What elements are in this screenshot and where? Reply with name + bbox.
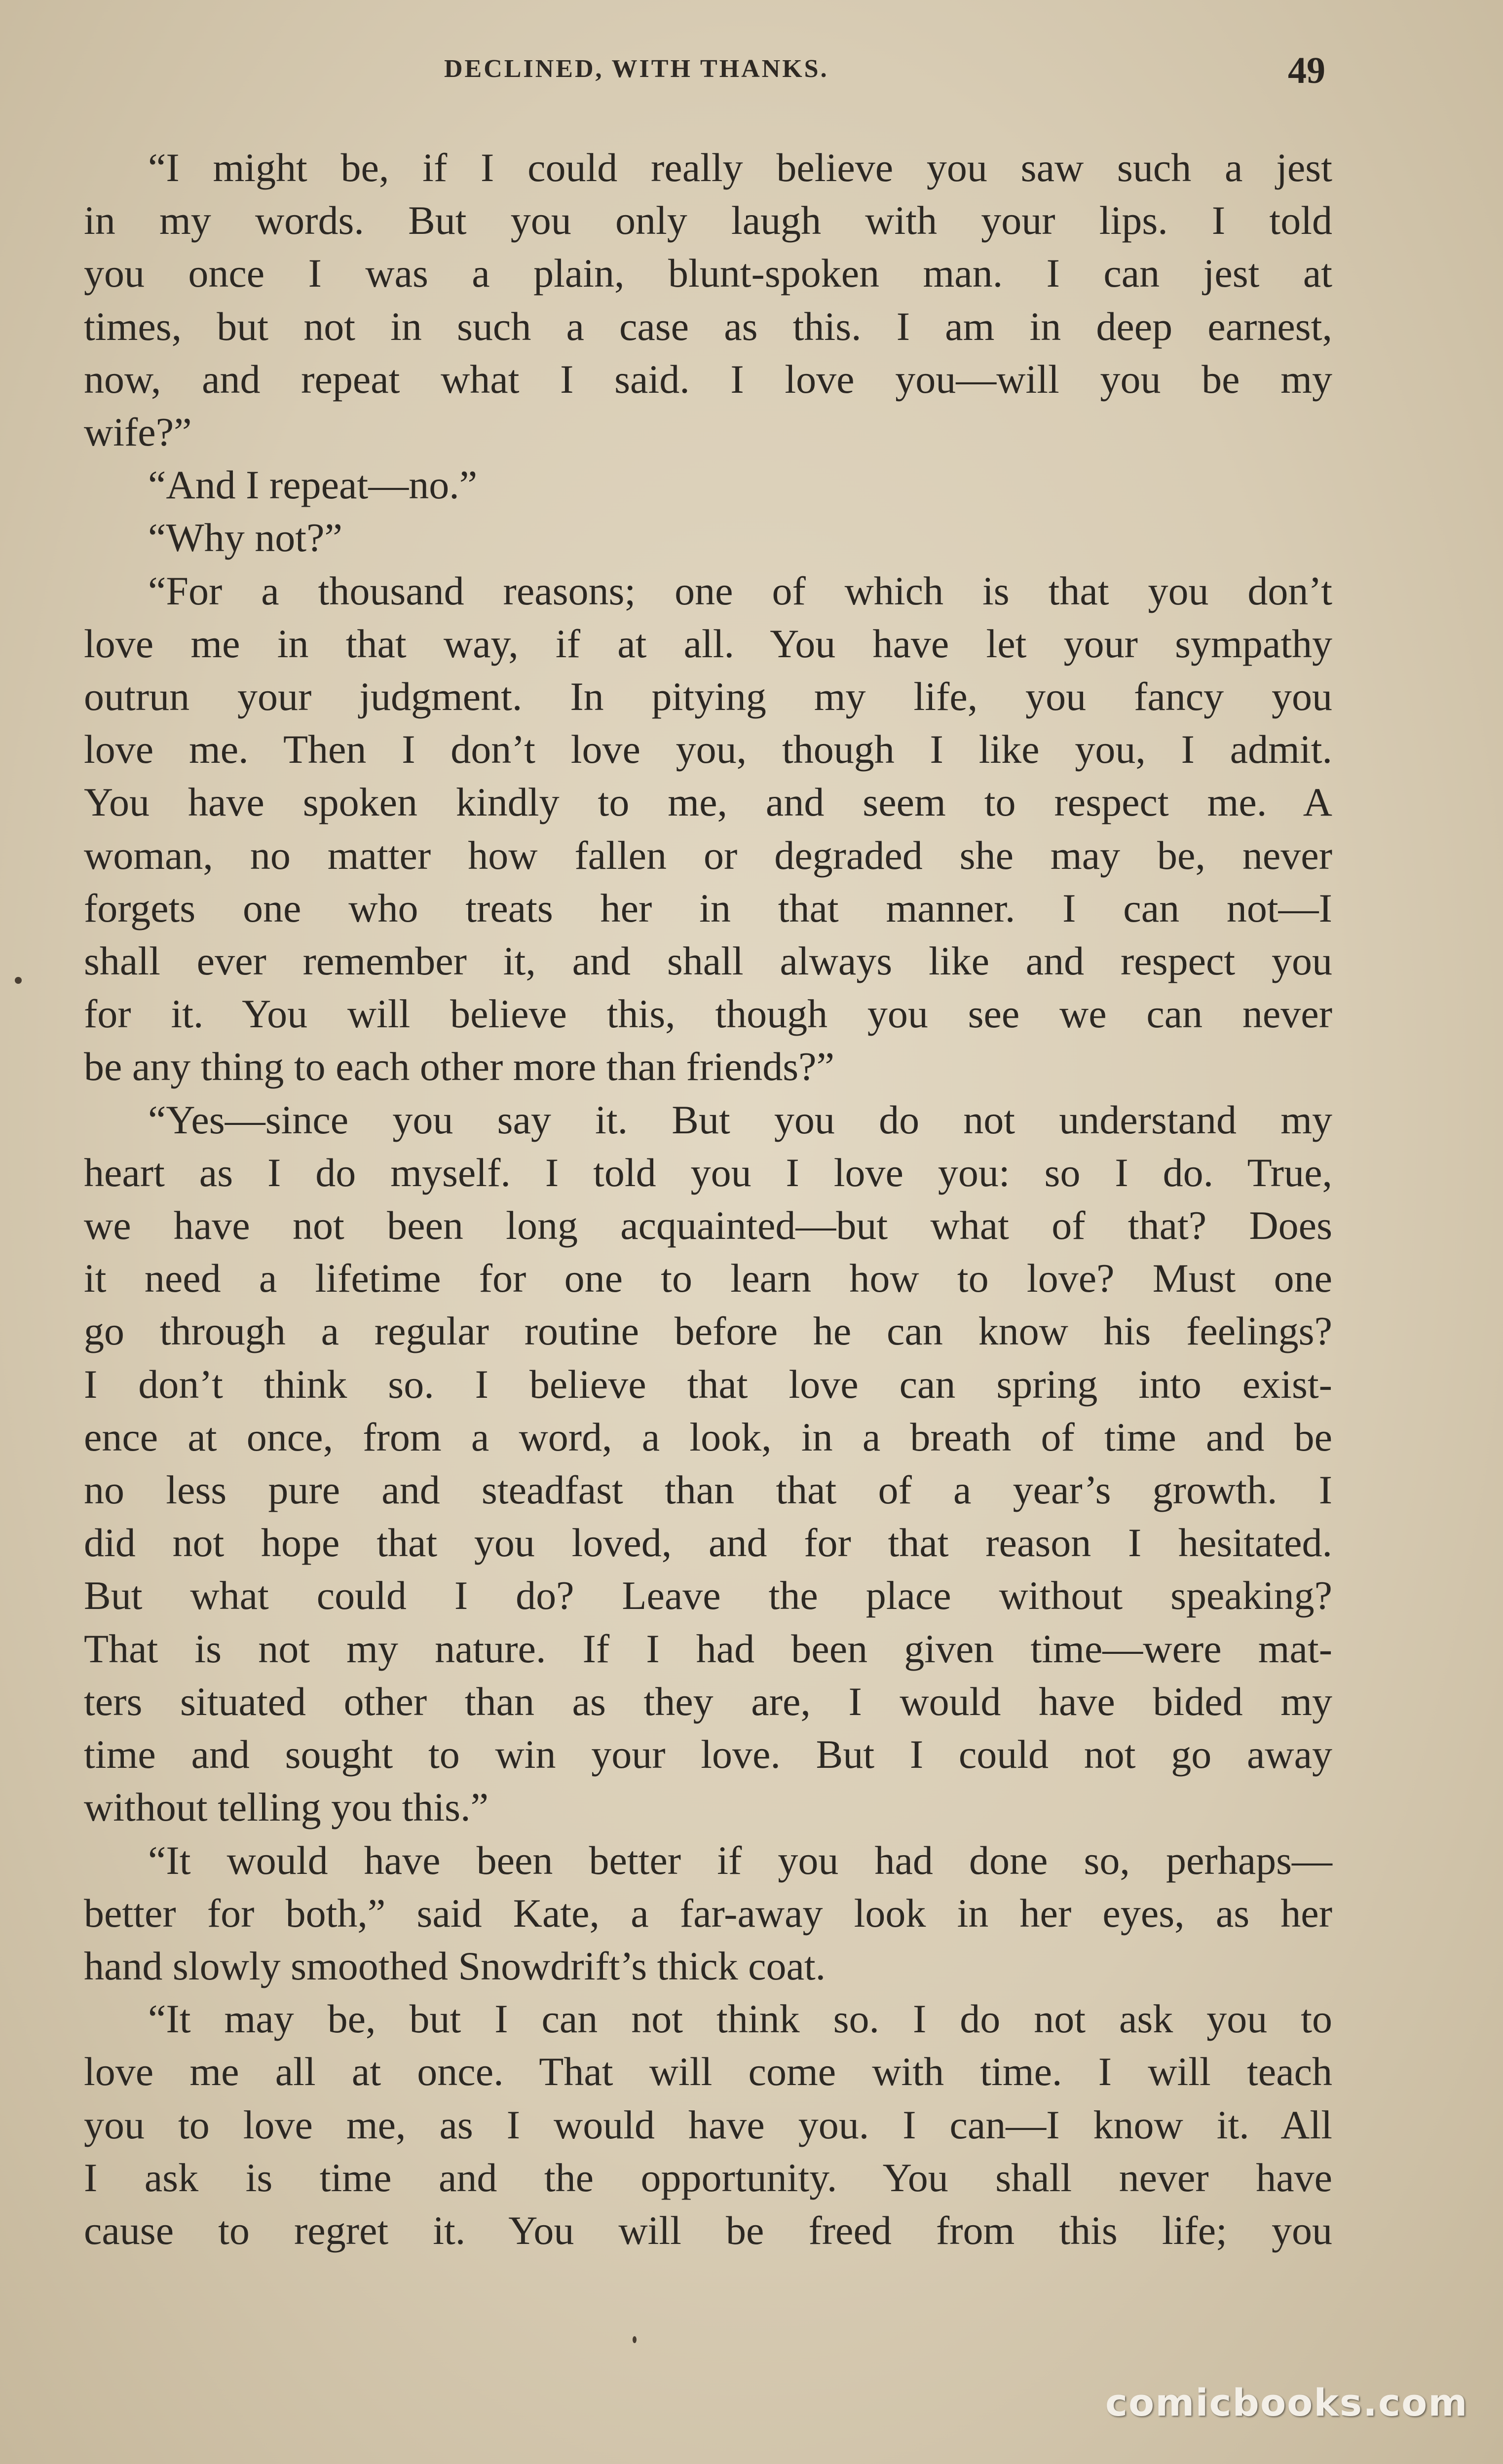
body-text — [84, 141, 1332, 2257]
text-line: heart as I do myself. I told you I love you: so I do. True, — [84, 1150, 1332, 1195]
ink-speck — [633, 2336, 637, 2343]
text-line: did not hope that you loved, and for that reason I hesitated. — [84, 1520, 1332, 1566]
text-line: “For a thousand reasons; one of which is that you don’t — [148, 568, 1332, 613]
text-line: love me in that way, if at all. You have let your sympathy — [84, 621, 1332, 666]
ink-speck — [15, 977, 22, 984]
text-line: times, but not in such a case as this. I am in deep earnest, — [84, 303, 1332, 349]
text-line: you to love me, as I would have you. I can—I know it. All — [84, 2102, 1332, 2147]
text-line: in my words. But you only laugh with your lips. I told — [84, 198, 1332, 243]
watermark: comicbooks.com — [1105, 2381, 1468, 2425]
text-line: you once I was a plain, blunt-spoken man. I can jest at — [84, 251, 1332, 296]
text-line: now, and repeat what I said. I love you—will you be my — [84, 356, 1332, 402]
text-line: outrun your judgment. In pitying my life, you fancy you — [84, 674, 1332, 719]
text-line: You have spoken kindly to me, and seem to respect me. A — [84, 780, 1332, 825]
text-line: woman, no matter how fallen or degraded she may be, never — [84, 832, 1332, 878]
text-line: we have not been long acquainted—but what of that? Does — [84, 1203, 1332, 1248]
page-number: 49 — [1288, 50, 1325, 91]
text-line: ence at once, from a word, a look, in a breath of time and be — [84, 1414, 1332, 1459]
text-line: “It may be, but I can not think so. I do not ask you to — [148, 1996, 1332, 2042]
text-line: “Why not?” — [148, 515, 342, 560]
text-line: better for both,” said Kate, a far-away look in her eyes, as her — [84, 1890, 1332, 1936]
text-line: “I might be, if I could really believe you saw such a jest — [148, 145, 1332, 190]
text-line: “It would have been better if you had done so, perhaps— — [148, 1837, 1332, 1883]
running-title: DECLINED, WITH THANKS. — [444, 55, 829, 83]
text-line: ters situated other than as they are, I would have bided my — [84, 1679, 1332, 1724]
text-line: That is not my nature. If I had been given time—were mat- — [84, 1626, 1332, 1671]
text-line: I don’t think so. I believe that love can spring into exist- — [84, 1361, 1332, 1407]
text-line: no less pure and steadfast than that of a year’s growth. I — [84, 1467, 1332, 1513]
text-line: wife?” — [84, 410, 192, 455]
text-line: I ask is time and the opportunity. You shall never have — [84, 2155, 1332, 2200]
text-line: without telling you this.” — [84, 1785, 488, 1830]
text-line: be any thing to each other more than friends?” — [84, 1044, 834, 1089]
text-line: love me. Then I don’t love you, though I like you, I admit. — [84, 727, 1332, 772]
text-line: “Yes—since you say it. But you do not understand my — [148, 1097, 1332, 1142]
text-line: “And I repeat—no.” — [148, 462, 478, 508]
text-line: cause to regret it. You will be freed from this life; you — [84, 2207, 1332, 2253]
text-line: love me all at once. That will come with time. I will teach — [84, 2049, 1332, 2094]
text-line: But what could I do? Leave the place without speaking? — [84, 1573, 1332, 1618]
text-line: for it. You will believe this, though you see we can never — [84, 991, 1332, 1037]
text-line: shall ever remember it, and shall always like and respect you — [84, 938, 1332, 984]
text-line: hand slowly smoothed Snowdrift’s thick coat. — [84, 1943, 826, 1988]
text-line: go through a regular routine before he can know his feelings? — [84, 1308, 1332, 1354]
text-line: forgets one who treats her in that manner. I can not—I — [84, 885, 1332, 931]
text-line: it need a lifetime for one to learn how to love? Must one — [84, 1256, 1332, 1301]
text-line: time and sought to win your love. But I could not go away — [84, 1732, 1332, 1777]
